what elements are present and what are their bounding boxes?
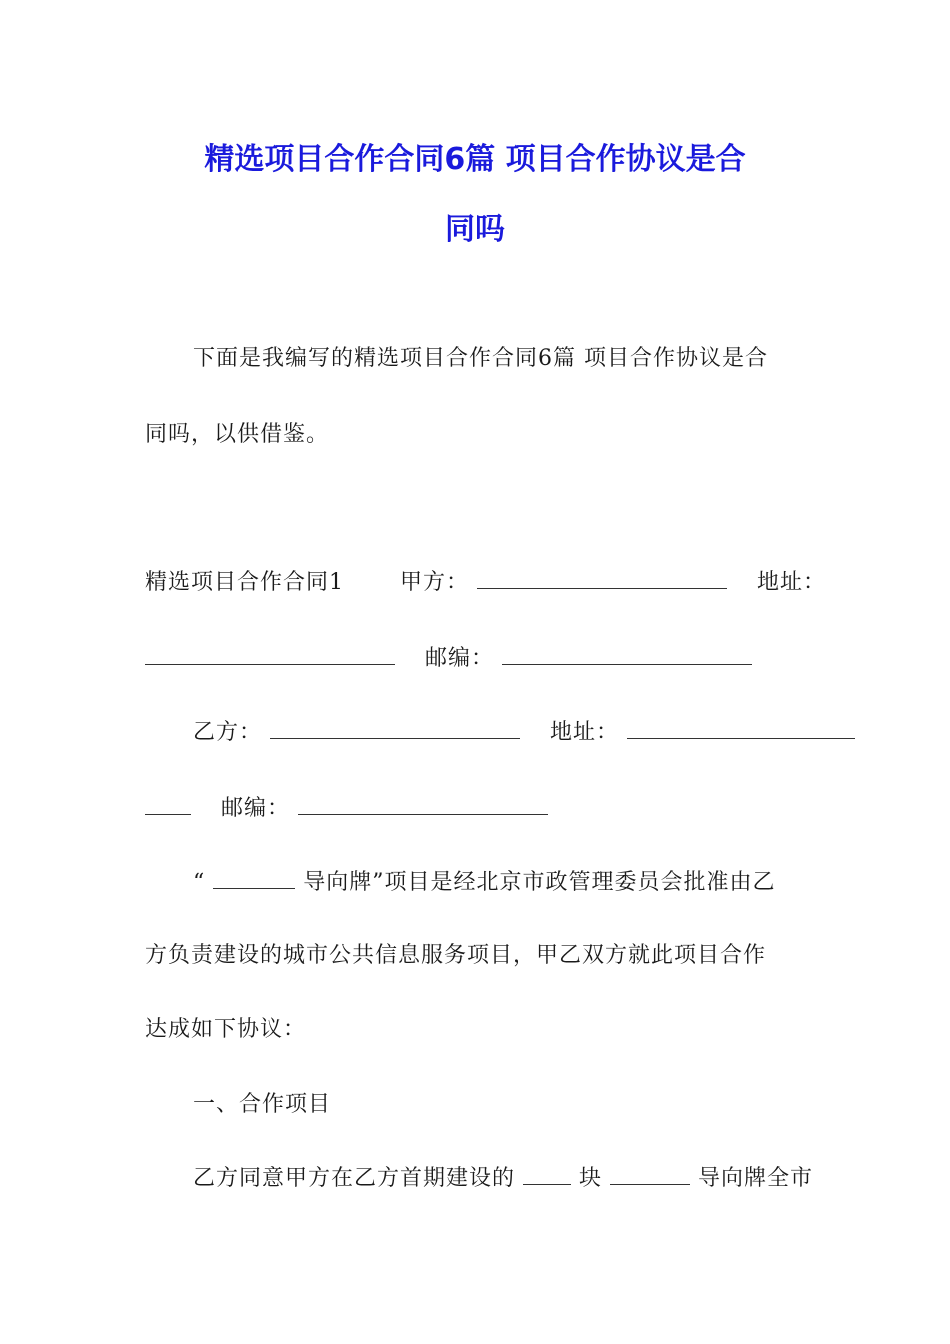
document-title-line-2: 同吗	[445, 212, 505, 247]
party-a-postcode-blank	[502, 644, 752, 665]
project-name-blank	[213, 868, 295, 889]
section1-line-1	[193, 1164, 813, 1194]
para1-line-3: 达成如下协议：	[145, 1017, 307, 1042]
party-b-postcode-label: 邮编：	[221, 796, 291, 821]
party-b-address-blank	[627, 718, 855, 739]
document-title-line-1: 精选项目合作合同6篇 项目合作协议是合	[204, 142, 746, 177]
count-blank	[523, 1164, 571, 1185]
section1-text-b: 块	[579, 1166, 603, 1191]
contract-heading: 精选项目合作合同1	[145, 570, 344, 595]
intro-line-1: 下面是我编写的精选项目合作合同6篇 项目合作协议是合	[193, 346, 768, 371]
party-a-blank	[477, 568, 727, 589]
party-b-label: 乙方：	[193, 720, 263, 745]
sign-type-blank	[610, 1164, 690, 1185]
party-b-postcode-line	[145, 794, 548, 824]
party-a-label: 甲方：	[400, 570, 470, 595]
quote-open: “	[193, 870, 206, 895]
party-b-address-label: 地址：	[550, 720, 620, 745]
section1-heading: 一、合作项目	[193, 1092, 332, 1117]
contract-header-line	[145, 568, 826, 598]
quote-text: 导向牌”项目是经北京市政管理委员会批准由乙	[303, 870, 776, 895]
party-a-postcode-line	[145, 644, 752, 674]
para1-line-2: 方负责建设的城市公共信息服务项目，甲乙双方就此项目合作	[145, 943, 767, 968]
party-a-postcode-label: 邮编：	[425, 646, 495, 671]
intro-line-2: 同吗，以供借鉴。	[145, 422, 330, 447]
section1-text-a: 乙方同意甲方在乙方首期建设的	[193, 1166, 516, 1191]
party-a-address-label: 地址：	[757, 570, 827, 595]
section1-text-c: 导向牌全市	[698, 1166, 814, 1191]
party-b-blank	[270, 718, 520, 739]
party-b-address-blank-cont	[145, 794, 191, 815]
party-b-postcode-blank	[298, 794, 548, 815]
party-a-address-blank	[145, 644, 395, 665]
party-b-line	[193, 718, 855, 748]
para1-line-1	[193, 868, 776, 898]
